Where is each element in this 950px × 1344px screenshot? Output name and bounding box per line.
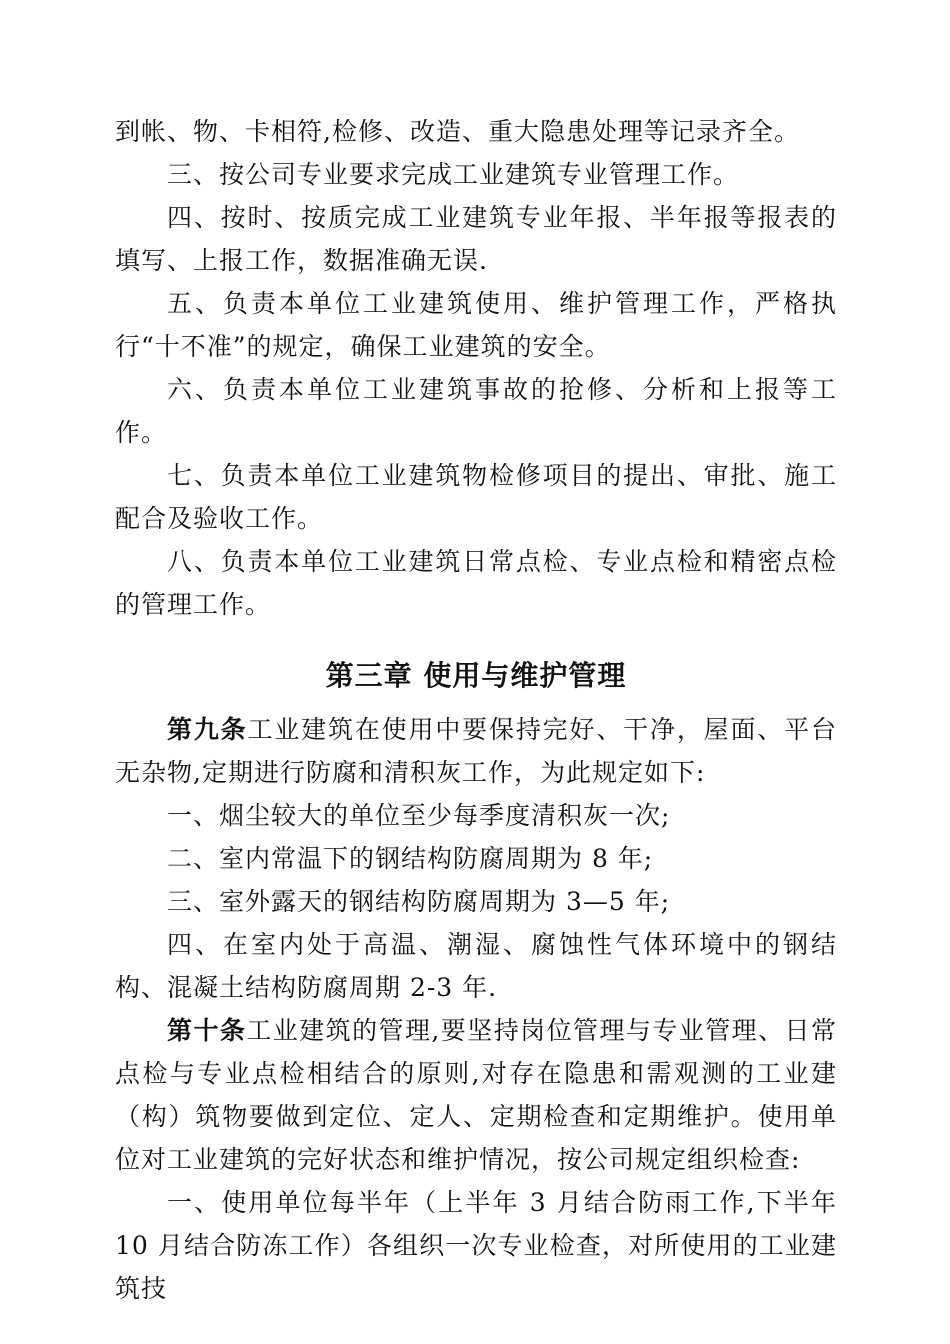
article-10-item-1: 一、使用单位每半年（上半年 3 月结合防雨工作,下半年 10 月结合防冻工作）各组织一次专业检查，对所使用的工业建筑技 bbox=[115, 1188, 837, 1303]
article-10 bbox=[115, 1009, 837, 1181]
duty-item-4: 四、按时、按质完成工业建筑专业年报、半年报等报表的填写、上报工作，数据准确无误. bbox=[115, 203, 837, 275]
chapter-heading: 第三章 使用与维护管理 bbox=[325, 659, 627, 692]
paragraph-continuation: 到帐、物、卡相符,检修、改造、重大隐患处理等记录齐全。 bbox=[115, 117, 800, 146]
article-9-item-4: 四、在室内处于高温、潮湿、腐蚀性气体环境中的钢结构、混凝土结构防腐周期 2-3 年. bbox=[115, 930, 837, 1002]
duty-item-8: 八、负责本单位工业建筑日常点检、专业点检和精密点检的管理工作。 bbox=[115, 547, 837, 619]
article-10-label: 第十条 bbox=[167, 1016, 247, 1045]
article-9-text: 工业建筑在使用中要保持完好、干净，屋面、平台无杂物,定期进行防腐和清积灰工作，为此规定如下: bbox=[115, 715, 837, 787]
duty-item-6: 六、负责本单位工业建筑事故的抢修、分析和上报等工作。 bbox=[115, 375, 837, 447]
article-9-item-3: 三、室外露天的钢结构防腐周期为 3—5 年; bbox=[167, 887, 671, 916]
duty-item-3: 三、按公司专业要求完成工业建筑专业管理工作。 bbox=[167, 160, 740, 189]
article-9-item-2: 二、室内常温下的钢结构防腐周期为 8 年; bbox=[167, 844, 654, 873]
article-9 bbox=[115, 708, 837, 794]
article-10-text: 工业建筑的管理,要坚持岗位管理与专业管理、日常点检与专业点检相结合的原则,对存在隐患和需观测的工业建（构）筑物要做到定位、定人、定期检查和定期维护。使用单位对工业建筑的完好状态和维护情况，按公司规定组织检查: bbox=[115, 1016, 837, 1174]
duty-item-5: 五、负责本单位工业建筑使用、维护管理工作，严格执行“十不准”的规定，确保工业建筑的安全。 bbox=[115, 289, 837, 361]
duty-item-7: 七、负责本单位工业建筑物检修项目的提出、审批、施工配合及验收工作。 bbox=[115, 461, 837, 533]
article-9-label: 第九条 bbox=[167, 715, 248, 744]
page-content bbox=[115, 110, 837, 1310]
article-9-item-1: 一、烟尘较大的单位至少每季度清积灰一次; bbox=[167, 801, 671, 830]
